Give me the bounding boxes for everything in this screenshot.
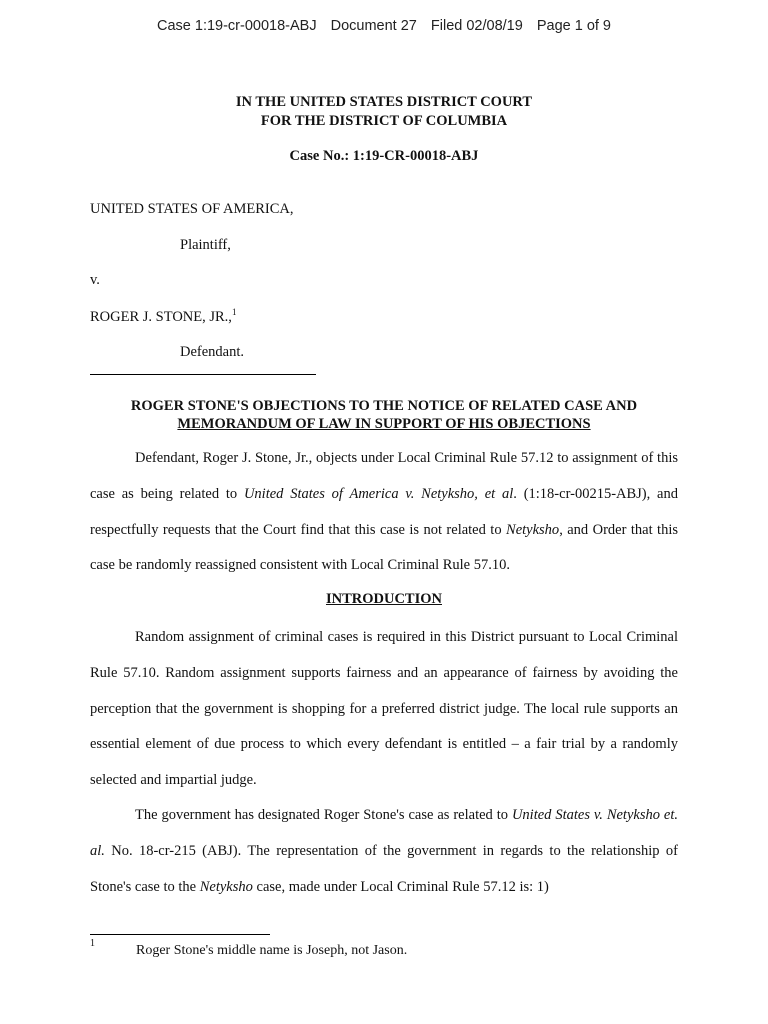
caption-divider [90, 374, 316, 375]
case-number: Case No.: 1:19-CR-00018-ABJ [289, 148, 479, 164]
versus: v. [90, 272, 100, 288]
case-citation: Netyksho [506, 521, 560, 538]
footnote-number: 1 [90, 938, 95, 949]
defendant-caption [90, 307, 236, 326]
case-citation: United States v. Netyksho et. al. [90, 807, 678, 859]
footnote-divider [90, 934, 270, 935]
text-run: , and Order that this case be randomly reassigned consistent with Local Criminal Rule 57.10. [90, 521, 678, 574]
header-case-number: Case 1:19-cr-00018-ABJ [157, 18, 317, 34]
text-run: No. 18-cr-215 (ABJ). The representation of the government in regards to the relationship of Stone's case to the [90, 842, 678, 895]
text-run: Defendant, Roger J. Stone, Jr., objects under Local Criminal Rule 57.12 to assignment of this case as being related to [90, 450, 678, 502]
header-page-number: Page 1 of 9 [536, 18, 611, 34]
paragraph-random-assignment: Random assignment of criminal cases is required in this District pursuant to Local Criminal Rule 57.10. Random assignment supports fairness and an appearance of fairness by avoiding the perception that the government is shopping for a preferred district judge. The local rule supports an essential element of due process to which every defendant is entitled – a fair trial by a randomly selected and impartial judge. [90, 629, 678, 789]
ecf-header [0, 18, 768, 34]
paragraph-objection [90, 441, 678, 584]
section-heading-introduction: INTRODUCTION [325, 591, 442, 607]
defendant-name: ROGER J. STONE, JR., [90, 309, 232, 325]
header-document-number: Document 27 [330, 18, 417, 34]
plaintiff-name: UNITED STATES OF AMERICA, [90, 201, 294, 217]
footnote-reference[interactable]: 1 [231, 307, 237, 317]
case-citation: Netyksho [199, 878, 253, 895]
text-run: The government has designated Roger Stone's case as related to [135, 807, 512, 823]
court-name [0, 93, 768, 131]
title-line-2: MEMORANDUM OF LAW IN SUPPORT OF HIS OBJECTIONS [177, 416, 591, 432]
case-citation: United States of America v. Netyksho, et al [243, 485, 514, 502]
text-run: case, made under Local Criminal Rule 57.12 is: 1) [252, 878, 549, 895]
court-line-2: FOR THE DISTRICT OF COLUMBIA [260, 113, 508, 129]
header-filed-date: Filed 02/08/19 [430, 18, 523, 34]
document-title [0, 397, 768, 433]
defendant-role: Defendant. [180, 344, 245, 360]
text-run: . (1:18-cr-00215-ABJ), and respectfully requests that the Court find that this case is not related to [90, 485, 678, 538]
footnote-text: Roger Stone's middle name is Joseph, not Jason. [136, 943, 408, 958]
court-line-1: IN THE UNITED STATES DISTRICT COURT [235, 94, 533, 110]
paragraph-government-designation [90, 798, 678, 905]
title-line-1: ROGER STONE'S OBJECTIONS TO THE NOTICE OF RELATED CASE AND [130, 398, 638, 414]
plaintiff-role: Plaintiff, [180, 237, 231, 253]
